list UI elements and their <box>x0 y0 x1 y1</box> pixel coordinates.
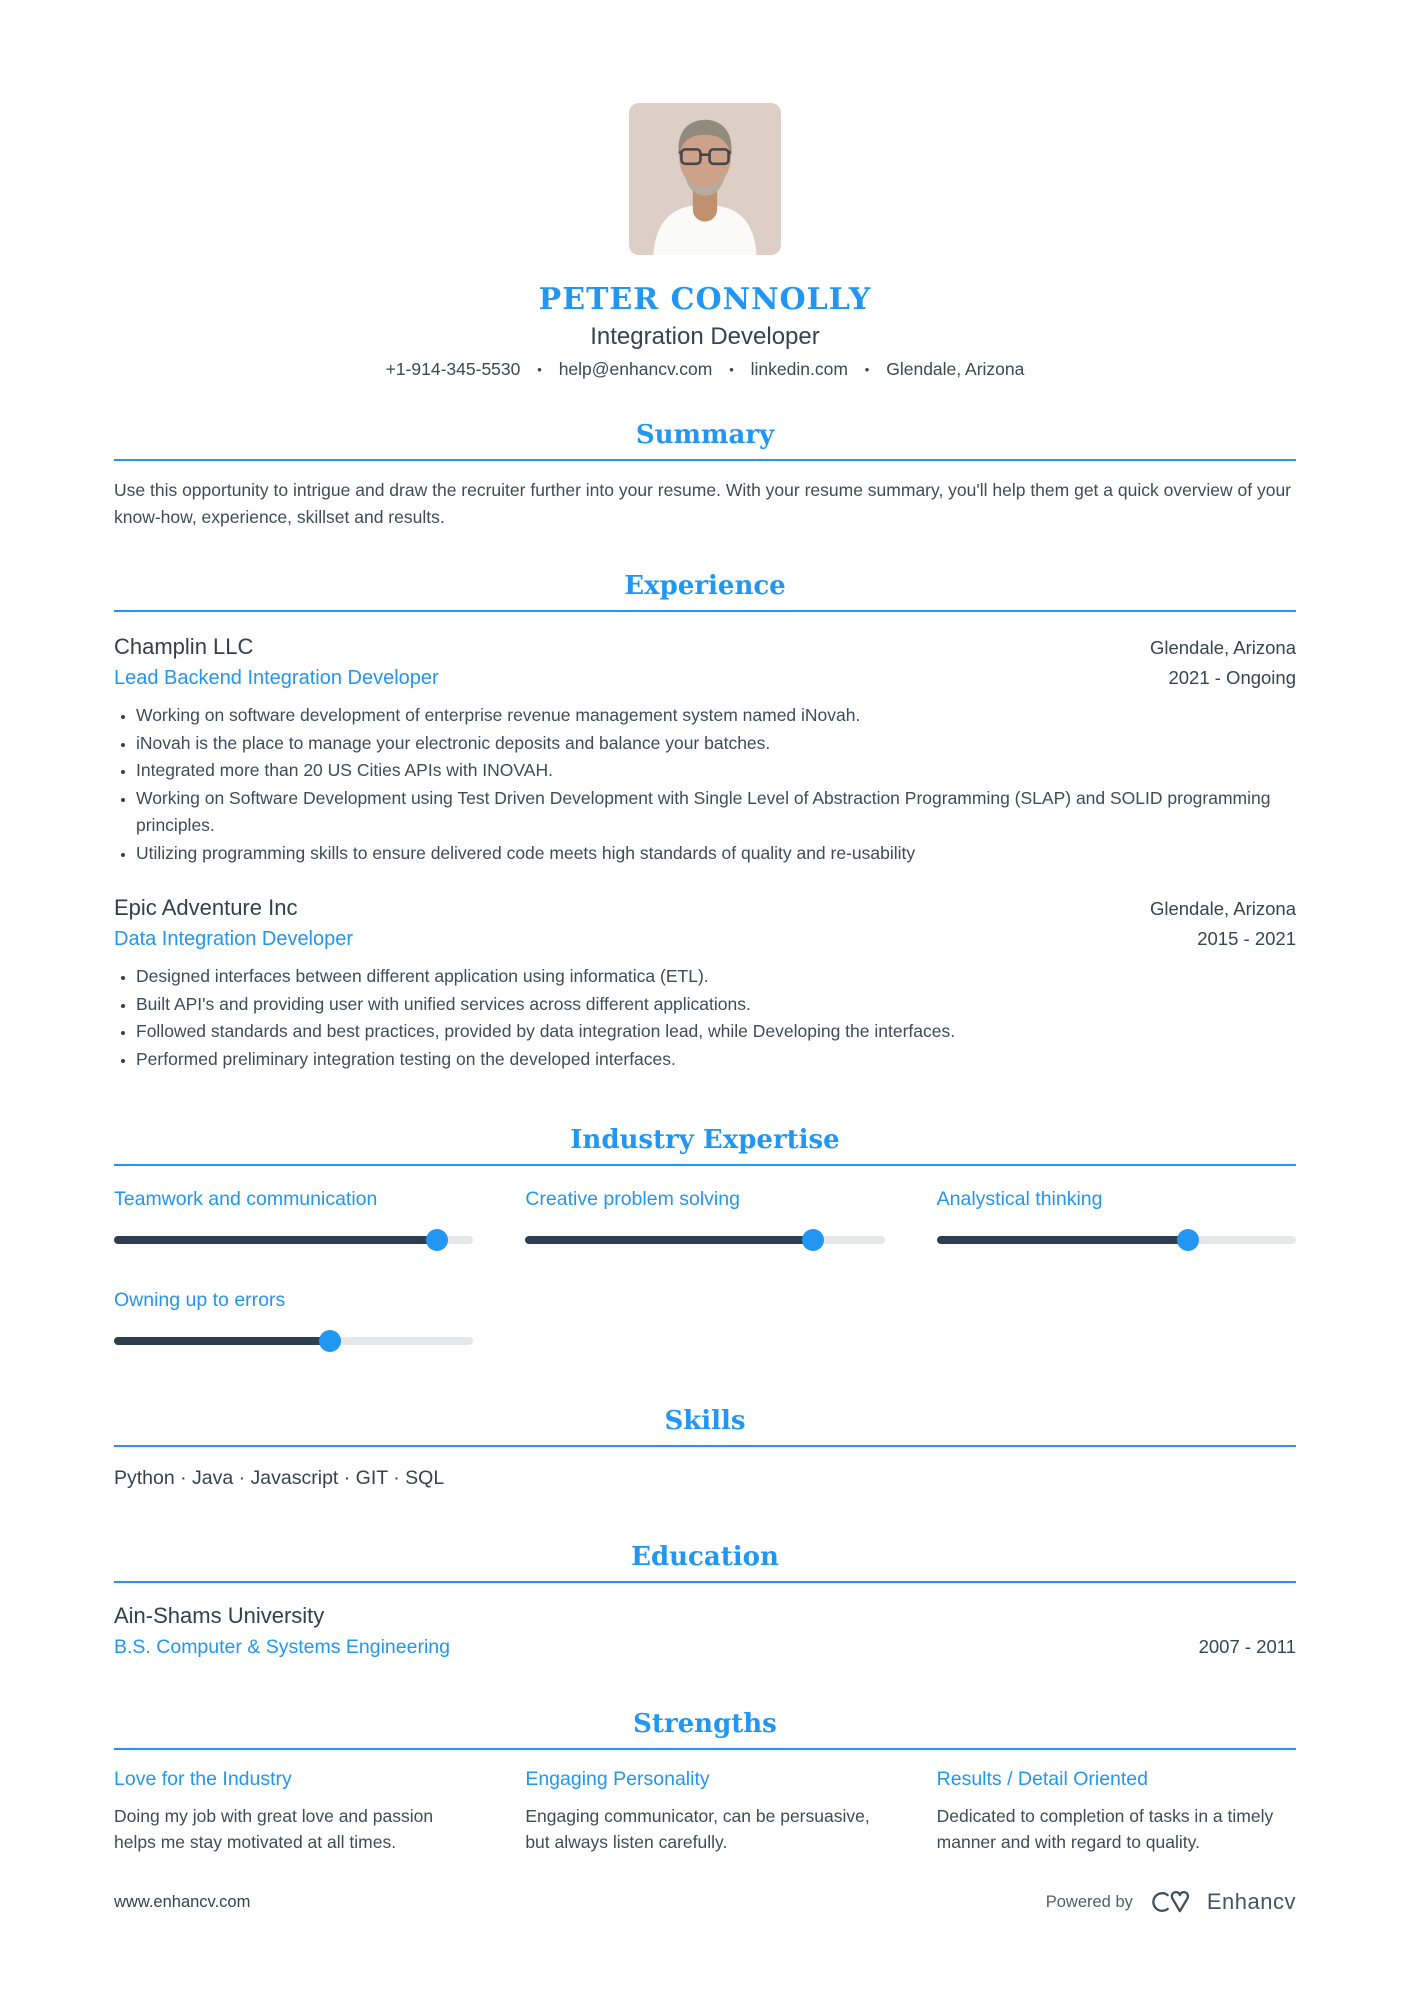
expertise-label: Creative problem solving <box>525 1188 740 1210</box>
job-bullet: • Performed preliminary integration testing on the developed interfaces. <box>136 1046 1296 1074</box>
degree-name: B.S. Computer & Systems Engineering <box>114 1636 450 1658</box>
slider-knob <box>1177 1229 1199 1251</box>
skills-list: Python · Java · Javascript · GIT · SQL <box>114 1467 445 1489</box>
section-skills <box>114 1406 1296 1490</box>
section-strengths <box>114 1709 1296 1855</box>
expertise-slider <box>114 1229 473 1251</box>
contact-phone: +1-914-345-5530 <box>385 359 521 379</box>
section-industry-expertise <box>114 1125 1296 1352</box>
job-bullet: • Followed standards and best practices, provided by data integration lead, while Developing the interfaces. <box>136 1018 1296 1046</box>
section-summary <box>114 420 1296 531</box>
job-location: Glendale, Arizona <box>1149 898 1296 919</box>
slider-knob <box>319 1330 341 1352</box>
slider-knob <box>802 1229 824 1251</box>
job-bullet: • iNovah is the place to manage your electronic deposits and balance your batches. <box>136 730 1296 758</box>
school-name: Ain-Shams University <box>114 1603 325 1628</box>
slider-fill <box>937 1236 1189 1244</box>
expertise-slider <box>937 1229 1296 1251</box>
education-dates: 2007 - 2011 <box>1198 1636 1296 1657</box>
strengths-heading: Strengths <box>114 1709 1296 1750</box>
job-bullet-list <box>114 702 1296 867</box>
contact-row <box>114 359 1296 380</box>
strength-item <box>937 1768 1296 1855</box>
slider-fill <box>114 1236 437 1244</box>
page-footer <box>114 1887 1296 1917</box>
job-role: Data Integration Developer <box>114 928 354 950</box>
education-heading: Education <box>114 1542 1296 1583</box>
expertise-item <box>114 1289 473 1352</box>
job-dates: 2015 - 2021 <box>1197 928 1296 949</box>
slider-fill <box>525 1236 812 1244</box>
contact-email-link[interactable]: help@enhancv.com <box>558 359 713 379</box>
experience-entry <box>114 895 1296 1073</box>
job-location: Glendale, Arizona <box>1149 637 1296 658</box>
person-name: PETER CONNOLLY <box>538 282 872 317</box>
job-dates: 2021 - Ongoing <box>1168 667 1296 688</box>
enhancv-brand-link[interactable] <box>1147 1887 1296 1917</box>
strength-title: Love for the Industry <box>114 1768 292 1790</box>
contact-location: Glendale, Arizona <box>886 359 1025 379</box>
section-experience <box>114 571 1296 1073</box>
strength-text: Dedicated to completion of tasks in a timely manner and with regard to quality. <box>936 1806 1274 1852</box>
footer-site-link[interactable]: www.enhancv.com <box>114 1892 251 1911</box>
experience-heading: Experience <box>114 571 1296 612</box>
expertise-slider <box>114 1330 473 1352</box>
summary-text: Use this opportunity to intrigue and draw the recruiter further into your resume. With your resume summary, you'll help them get a quick overview of your know-how, experience, skillset and results. <box>114 480 1292 527</box>
expertise-item <box>525 1188 884 1251</box>
enhancv-logo-icon <box>1147 1887 1199 1917</box>
person-title: Integration Developer <box>590 323 820 350</box>
job-bullet: • Working on software development of enterprise revenue management system named iNovah. <box>136 702 1296 730</box>
dot-separator: • <box>729 362 734 377</box>
job-bullet: • Utilizing programming skills to ensure delivered code meets high standards of quality and re-usability <box>136 840 1296 868</box>
strength-item <box>525 1768 884 1855</box>
slider-fill <box>114 1337 330 1345</box>
profile-photo <box>629 103 781 255</box>
company-name: Epic Adventure Inc <box>114 895 298 920</box>
enhancv-wordmark: Enhancv <box>1206 1889 1296 1914</box>
job-role: Lead Backend Integration Developer <box>114 667 439 689</box>
dot-separator: • <box>537 362 542 377</box>
strength-item <box>114 1768 473 1855</box>
expertise-slider <box>525 1229 884 1251</box>
summary-heading: Summary <box>114 420 1296 461</box>
job-bullet: • Integrated more than 20 US Cities APIs with INOVAH. <box>136 757 1296 785</box>
expertise-label: Teamwork and communication <box>114 1188 378 1210</box>
strength-title: Engaging Personality <box>525 1768 710 1790</box>
slider-knob <box>426 1229 448 1251</box>
job-bullet: • Designed interfaces between different application using informatica (ETL). <box>136 963 1296 991</box>
expertise-item <box>114 1188 473 1251</box>
powered-by-label: Powered by <box>1045 1892 1133 1911</box>
job-bullet-list <box>114 963 1296 1073</box>
strength-text: Doing my job with great love and passion helps me stay motivated at all times. <box>114 1806 434 1852</box>
industry-expertise-heading: Industry Expertise <box>114 1125 1296 1166</box>
strength-text: Engaging communicator, can be persuasive, but always listen carefully. <box>525 1806 870 1852</box>
experience-entry <box>114 634 1296 867</box>
section-education <box>114 1542 1296 1659</box>
company-name: Champlin LLC <box>114 634 254 659</box>
expertise-label: Analystical thinking <box>936 1188 1103 1210</box>
expertise-label: Owning up to errors <box>114 1289 286 1311</box>
resume-header <box>114 0 1296 380</box>
profile-photo-illustration <box>629 103 781 255</box>
job-bullet: • Built API's and providing user with unified services across different applications. <box>136 991 1296 1019</box>
dot-separator: • <box>864 362 870 377</box>
job-bullet: • Working on Software Development using Test Driven Development with Single Level of Abstraction Programming (SLAP) and SOLID programming principles. <box>136 785 1296 840</box>
contact-linkedin-link[interactable]: linkedin.com <box>750 359 848 379</box>
strength-title: Results / Detail Oriented <box>936 1768 1148 1790</box>
skills-heading: Skills <box>114 1406 1296 1447</box>
expertise-item <box>937 1188 1296 1251</box>
